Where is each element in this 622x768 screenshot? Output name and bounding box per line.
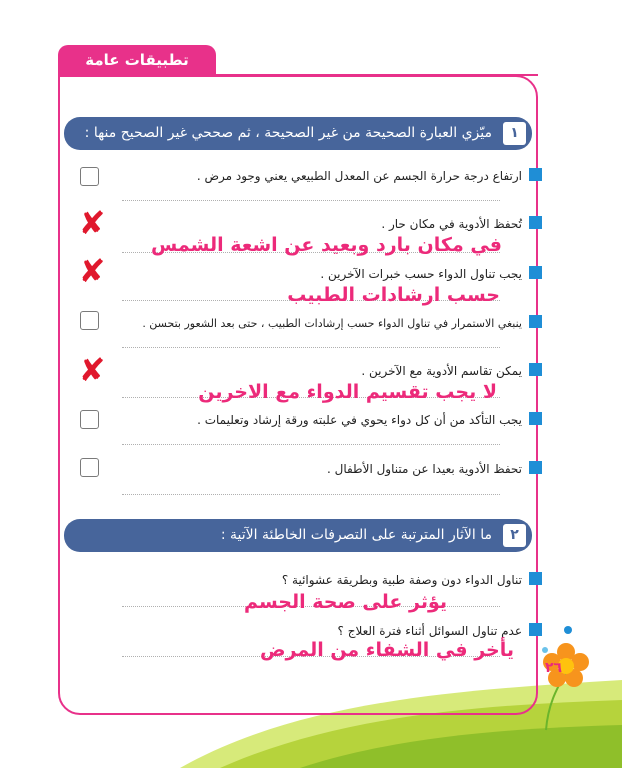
bullet-square-icon <box>529 315 542 328</box>
statement-text: ينبغي الاستمرار في تناول الدواء حسب إرشادات الطبيب ، حتى بعد الشعور بتحسن . <box>142 317 522 330</box>
list-item <box>320 263 522 283</box>
statement-text: يمكن تقاسم الأدوية مع الآخرين . <box>361 364 522 378</box>
section-number: ٢ <box>503 524 526 547</box>
wrong-x-icon: ✘ <box>78 252 106 290</box>
bullet-square-icon <box>529 623 542 636</box>
list-item <box>327 458 522 478</box>
answer-checkbox[interactable] <box>80 410 99 429</box>
dot-icon <box>542 647 548 653</box>
question-text: تناول الدواء دون وصفة طبية وبطريقة عشوائية ؟ <box>281 573 522 587</box>
dot-icon <box>564 626 572 634</box>
wrong-x-icon: ✘ <box>78 204 106 242</box>
answer-line <box>122 200 500 201</box>
list-item <box>197 409 522 429</box>
section-title: ما الآثار المترتبة على التصرفات الخاطئة الآتية : <box>220 527 492 543</box>
list-item <box>338 620 522 640</box>
bullet-square-icon <box>529 216 542 229</box>
page-number: ٢٦ <box>545 660 563 676</box>
answer-checkbox[interactable] <box>80 458 99 477</box>
answer-checkbox[interactable] <box>80 311 99 330</box>
wrong-x-icon: ✘ <box>78 351 106 389</box>
answer-line <box>122 494 500 495</box>
answer-checkbox[interactable] <box>80 167 99 186</box>
list-item <box>142 312 522 332</box>
statement-text: يجب تناول الدواء حسب خبرات الآخرين . <box>320 267 522 281</box>
statement-text: يجب التأكد من أن كل دواء يحوي في علبته ورقة إرشاد وتعليمات . <box>197 413 522 427</box>
list-item <box>282 569 522 589</box>
bullet-square-icon <box>529 266 542 279</box>
bullet-square-icon <box>529 363 542 376</box>
handwritten-correction: لا يجب تقسيم الدواء مع الاخرين <box>198 381 497 403</box>
statement-text: تُحفظ الأدوية في مكان حار . <box>381 217 522 231</box>
statement-text: ارتفاع درجة حرارة الجسم عن المعدل الطبيعي يعني وجود مرض . <box>196 169 522 183</box>
bullet-square-icon <box>529 572 542 585</box>
handwritten-answer: يؤثر على صحة الجسم <box>244 591 447 613</box>
handwritten-correction: في مكان بارد وبعيد عن اشعة الشمس <box>151 234 502 256</box>
answer-line <box>122 444 500 445</box>
section-title: ميّزي العبارة الصحيحة من غير الصحيحة ، ثم صححي غير الصحيح منها : <box>84 125 492 141</box>
section-1-header <box>64 117 532 150</box>
bullet-square-icon <box>529 168 542 181</box>
page-title-tab: تطبيقات عامة <box>58 45 216 75</box>
bullet-square-icon <box>529 461 542 474</box>
list-item <box>381 213 522 233</box>
bullet-square-icon <box>529 412 542 425</box>
handwritten-correction: حسب ارشادات الطبيب <box>287 284 500 306</box>
section-number: ١ <box>503 122 526 145</box>
statement-text: تحفظ الأدوية بعيدا عن متناول الأطفال . <box>326 462 522 476</box>
handwritten-answer: يأخر في الشفاء من المرض <box>259 639 514 661</box>
answer-line <box>122 347 500 348</box>
question-text: عدم تناول السوائل أثناء فترة العلاج ؟ <box>337 624 522 638</box>
list-item <box>197 165 522 185</box>
section-2-header <box>64 519 532 552</box>
list-item <box>361 360 522 380</box>
